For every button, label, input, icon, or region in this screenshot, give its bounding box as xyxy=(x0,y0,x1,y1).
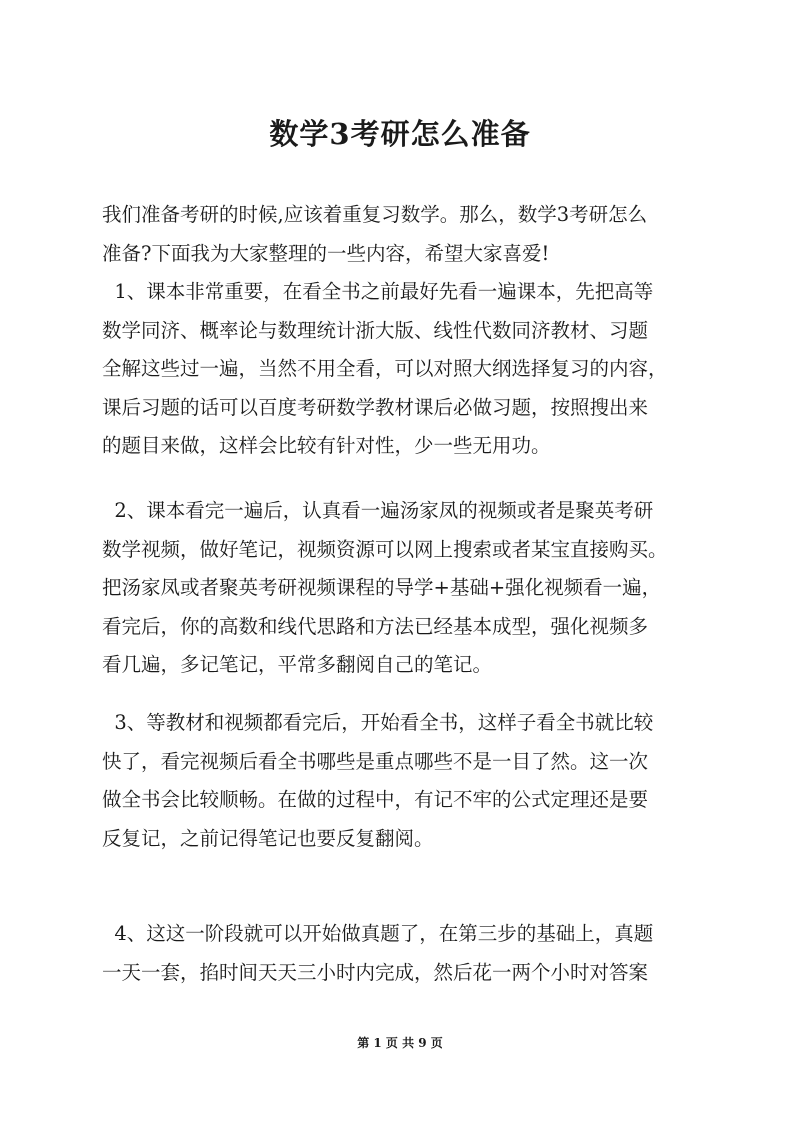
text-line: 全解这些过一遍，当然不用全看，可以对照大纲选择复习的内容， xyxy=(102,357,668,381)
text-line: 3、等教材和视频都看完后，开始看全书，这样子看全书就比较 xyxy=(102,711,654,734)
paragraph-4 xyxy=(102,915,704,992)
paragraph-1 xyxy=(102,273,704,466)
text-line: 课后习题的话可以百度考研数学教材课后必做习题，按照搜出来 xyxy=(102,395,649,419)
text-line: 数学视频，做好笔记，视频资源可以网上搜索或者某宝直接购买。 xyxy=(102,537,668,561)
text-line: 把汤家凤或者聚英考研视频课程的导学+基础+强化视频看一遍， xyxy=(102,576,662,600)
document-title: 数学3考研怎么准备 xyxy=(269,117,531,151)
paragraph-3 xyxy=(102,704,704,858)
text-line: 准备?下面我为大家整理的一些内容，希望大家喜爱! xyxy=(102,241,550,265)
text-line: 看完后，你的高数和线代思路和方法已经基本成型，强化视频多 xyxy=(102,614,649,638)
text-line: 反复记，之前记得笔记也要反复翻阅。 xyxy=(102,826,434,850)
text-line: 数学同济、概率论与数理统计浙大版、线性代数同济教材、习题 xyxy=(102,318,649,342)
text-line: 快了，看完视频后看全书哪些是重点哪些不是一目了然。这一次 xyxy=(102,749,649,773)
text-line: 的题目来做，这样会比较有针对性，少一些无用功。 xyxy=(102,434,551,458)
text-line: 做全书会比较顺畅。在做的过程中，有记不牢的公式定理还是要 xyxy=(102,788,649,812)
text-line: 我们准备考研的时候,应该着重复习数学。那么，数学3考研怎么 xyxy=(102,203,648,226)
text-line: 4、这这一阶段就可以开始做真题了，在第三步的基础上，真题 xyxy=(102,922,654,945)
text-line: 2、课本看完一遍后，认真看一遍汤家凤的视频或者是聚英考研 xyxy=(102,499,654,522)
intro-paragraph xyxy=(102,196,704,273)
text-line: 1、课本非常重要，在看全书之前最好先看一遍课本，先把高等 xyxy=(102,280,654,303)
paragraph-2 xyxy=(102,492,704,685)
text-line: 一天一套，掐时间天天三小时内完成，然后花一两个小时对答案 xyxy=(102,960,649,984)
text-line: 看几遍，多记笔记，平常多翻阅自己的笔记。 xyxy=(102,653,493,677)
page-footer: 第 1 页 共 9 页 xyxy=(357,1036,443,1050)
